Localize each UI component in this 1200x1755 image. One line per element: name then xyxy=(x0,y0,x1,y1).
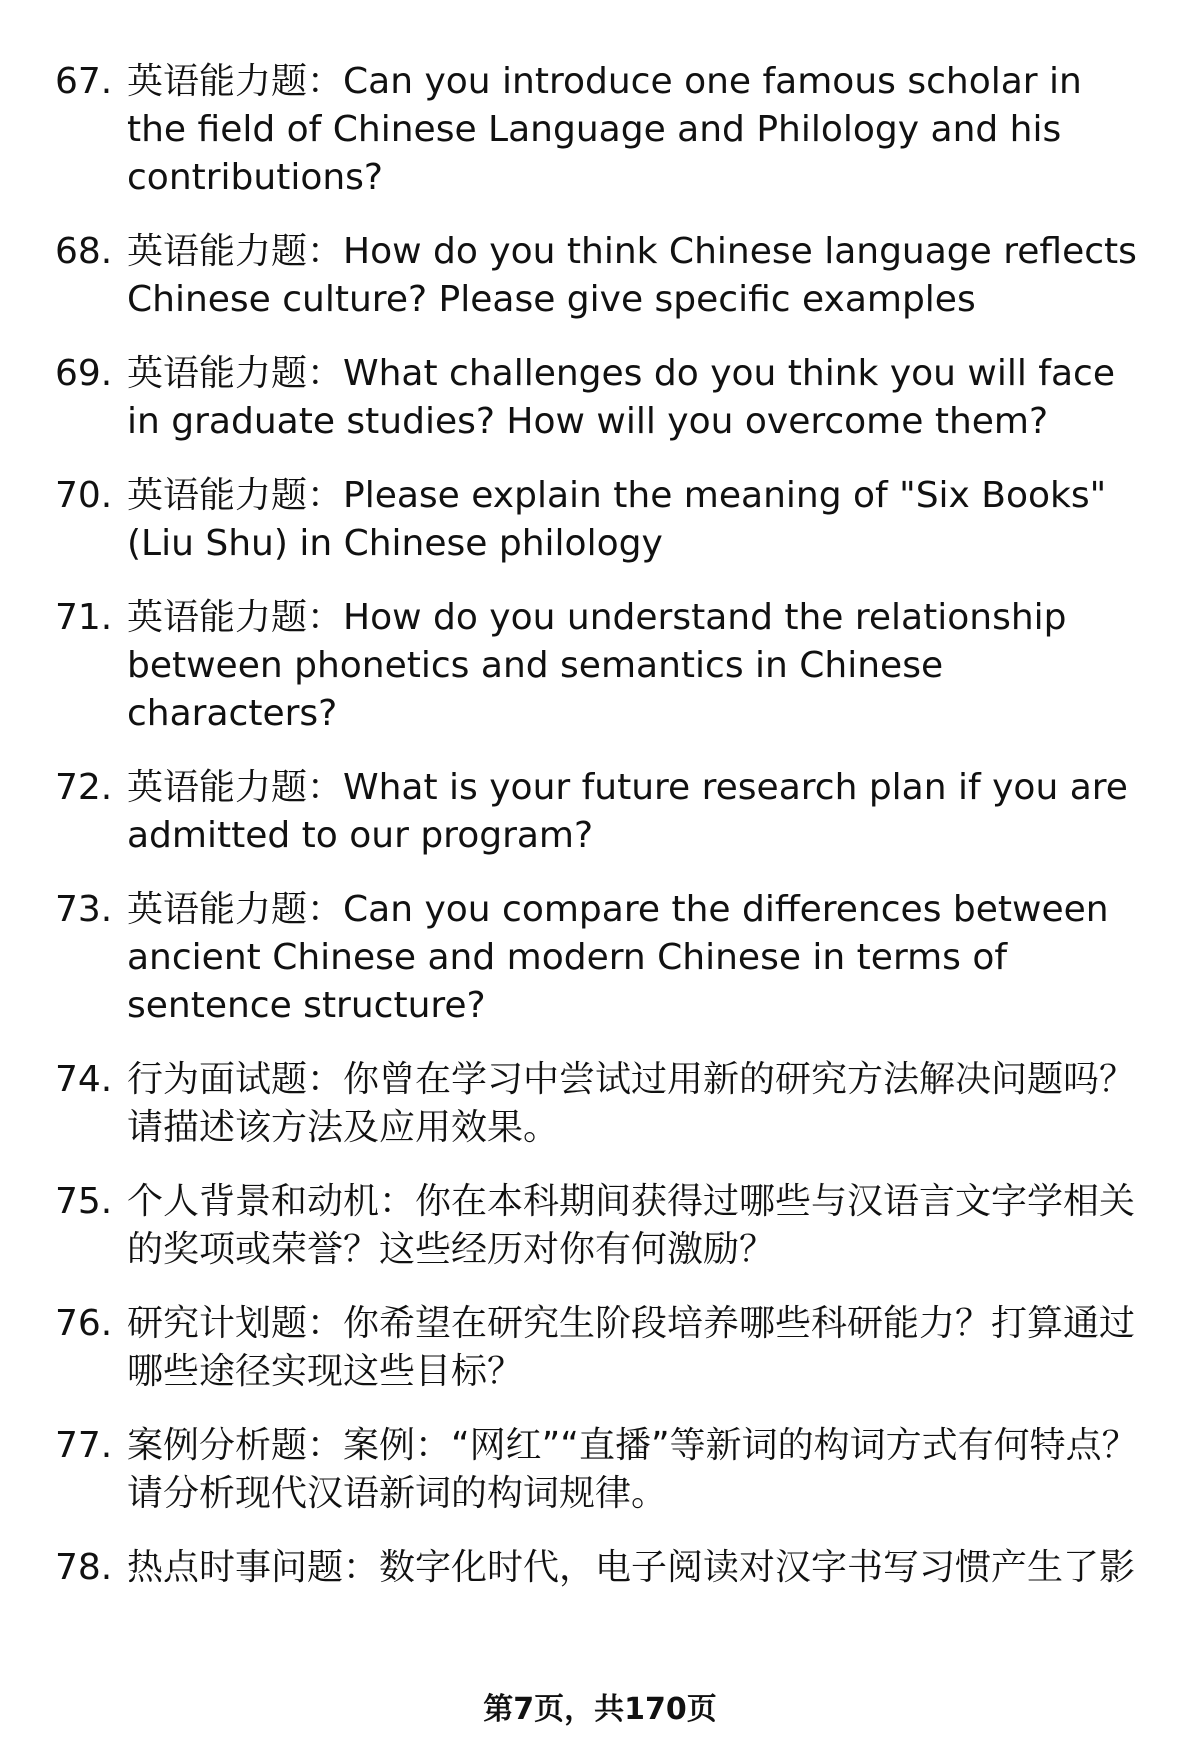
question-text: 热点时事问题：数字化时代，电子阅读对汉字书写习惯产生了影 xyxy=(127,1547,1136,1588)
question-text: 个人背景和动机：你在本科期间获得过哪些与汉语言文字学相关的奖项或荣誉？这些经历对你有何激励？ xyxy=(127,1181,1136,1270)
question-number: 69. xyxy=(55,353,113,394)
question-text: 研究计划题：你希望在研究生阶段培养哪些科研能力？打算通过哪些途径实现这些目标？ xyxy=(127,1303,1136,1392)
list-item xyxy=(0,764,1200,860)
list-item xyxy=(0,1300,1200,1396)
list-item xyxy=(0,886,1200,1030)
question-text: 英语能力题：What challenges do you think you will face in graduate studies? How will you overcome them? xyxy=(127,353,1115,442)
question-number: 67. xyxy=(55,61,113,102)
list-item xyxy=(0,350,1200,446)
question-list xyxy=(0,58,1200,1618)
question-text: 英语能力题：How do you understand the relationship between phonetics and semantics in Chinese characters? xyxy=(127,597,1067,734)
question-text: 案例分析题：案例：“网红”“直播”等新词的构词方式有何特点？请分析现代汉语新词的构词规律。 xyxy=(127,1425,1138,1514)
question-text: 行为面试题：你曾在学习中尝试过用新的研究方法解决问题吗？请描述该方法及应用效果。 xyxy=(127,1059,1136,1148)
list-item xyxy=(0,1056,1200,1152)
question-number: 76. xyxy=(55,1303,113,1344)
question-number: 78. xyxy=(55,1547,113,1588)
question-number: 72. xyxy=(55,767,113,808)
question-text: 英语能力题：What is your future research plan if you are admitted to our program? xyxy=(127,767,1128,856)
question-number: 71. xyxy=(55,597,113,638)
list-item xyxy=(0,472,1200,568)
question-text: 英语能力题：How do you think Chinese language reflects Chinese culture? Please give specific examples xyxy=(127,231,1137,320)
list-item xyxy=(0,1178,1200,1274)
question-text: 英语能力题：Please explain the meaning of "Six Books" (Liu Shu) in Chinese philology xyxy=(127,475,1107,564)
question-number: 74. xyxy=(55,1059,113,1100)
page-number-footer: 第7页，共170页 xyxy=(483,1692,717,1727)
question-number: 70. xyxy=(55,475,113,516)
question-number: 77. xyxy=(55,1425,113,1466)
question-number: 75. xyxy=(55,1181,113,1222)
list-item xyxy=(0,1422,1200,1518)
question-number: 68. xyxy=(55,231,113,272)
question-text: 英语能力题：Can you compare the differences between ancient Chinese and modern Chinese in terms of sentence structure? xyxy=(127,889,1109,1026)
list-item xyxy=(0,594,1200,738)
list-item xyxy=(0,58,1200,202)
list-item xyxy=(0,1544,1200,1592)
list-item xyxy=(0,228,1200,324)
question-text: 英语能力题：Can you introduce one famous scholar in the field of Chinese Language and Philology and his contributions? xyxy=(127,61,1082,198)
question-number: 73. xyxy=(55,889,113,930)
